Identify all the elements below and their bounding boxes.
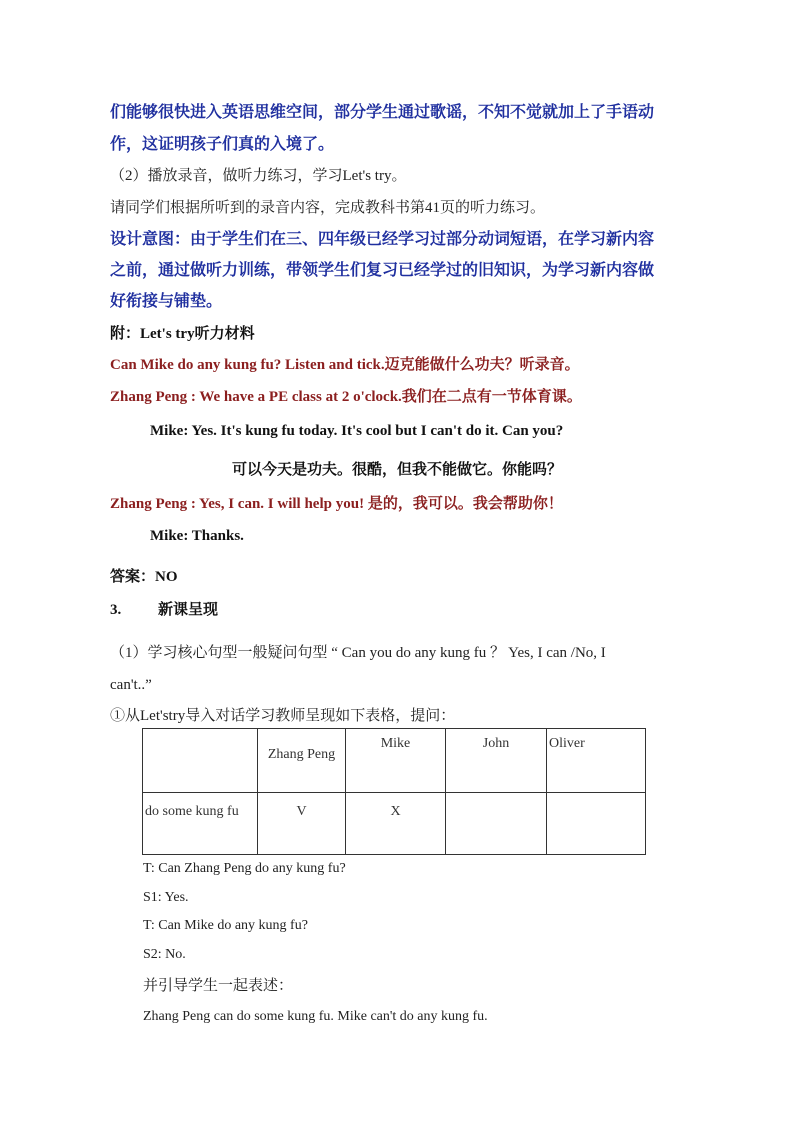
table-header-zhang-peng: Zhang Peng xyxy=(258,729,346,793)
core-sentence-line-2: can't..” xyxy=(110,677,152,693)
kung-fu-table xyxy=(142,728,646,855)
dialogue-mike-1-translation: 可以今天是功夫。很酷，但我不能做它。你能吗？ xyxy=(232,462,563,478)
table-header-row xyxy=(143,729,646,793)
dialogue-t-1: T: Can Zhang Peng do any kung fu? xyxy=(143,861,346,876)
table-row xyxy=(143,793,646,855)
table-header-mike: Mike xyxy=(346,729,446,793)
dialogue-s-1: S1: Yes. xyxy=(143,890,189,905)
table-lead: ①从Let'stry导入对话学习教师呈现如下表格，提问： xyxy=(110,708,456,724)
step2-instruction: 请同学们根据所听到的录音内容，完成教科书第41页的听力练习。 xyxy=(110,200,546,216)
answer: 答案：NO xyxy=(110,569,178,585)
dialogue-zhang-peng-1: Zhang Peng : We have a PE class at 2 o'clock.我们在二点有一节体育课。 xyxy=(110,389,582,405)
design-intent-line-3: 好衔接与铺垫。 xyxy=(110,293,223,310)
section-3-number: 3. xyxy=(110,602,122,618)
summary-sentence: Zhang Peng can do some kung fu. Mike can't do any kung fu. xyxy=(143,1009,488,1024)
table-cell-mike: X xyxy=(346,793,446,855)
design-intent-line-1: 设计意图：由于学生们在三、四年级已经学习过部分动词短语，在学习新内容 xyxy=(110,231,655,248)
guide-text: 并引导学生一起表述： xyxy=(143,978,294,994)
listening-question: Can Mike do any kung fu? Listen and tick.迈克能做什么功夫？听录音。 xyxy=(110,357,580,373)
dialogue-t-2: T: Can Mike do any kung fu? xyxy=(143,918,308,933)
table-cell-oliver xyxy=(547,793,646,855)
step2-title: （2）播放录音，做听力练习，学习Let's try。 xyxy=(110,168,407,184)
section-3-title: 新课呈现 xyxy=(158,602,219,618)
dialogue-mike-1: Mike: Yes. It's kung fu today. It's cool but I can't do it. Can you? xyxy=(150,423,564,439)
design-intent-line-2: 之前，通过做听力训练，带领学生们复习已经学过的旧知识，为学习新内容做 xyxy=(110,262,655,279)
table-row-label: do some kung fu xyxy=(143,793,258,855)
listening-heading: 附：Let's try听力材料 xyxy=(110,326,255,342)
table-header-john: John xyxy=(446,729,547,793)
table-cell-john xyxy=(446,793,547,855)
core-sentence-line-1: （1）学习核心句型一般疑问句型 “ Can you do any kung fu ？ Yes, I can /No, I xyxy=(110,645,606,661)
dialogue-zhang-peng-2: Zhang Peng : Yes, I can. I will help you! 是的，我可以。我会帮助你！ xyxy=(110,496,563,512)
table-header-empty xyxy=(143,729,258,793)
table-header-oliver: Oliver xyxy=(547,729,646,793)
dialogue-s-2: S2: No. xyxy=(143,947,186,962)
intro-line-1: 们能够很快进入英语思维空间，部分学生通过歌谣，不知不觉就加上了手语动 xyxy=(110,104,655,121)
dialogue-mike-2: Mike: Thanks. xyxy=(150,528,244,544)
intro-line-2: 作，这证明孩子们真的入境了。 xyxy=(110,136,335,153)
table-cell-zhang-peng: V xyxy=(258,793,346,855)
